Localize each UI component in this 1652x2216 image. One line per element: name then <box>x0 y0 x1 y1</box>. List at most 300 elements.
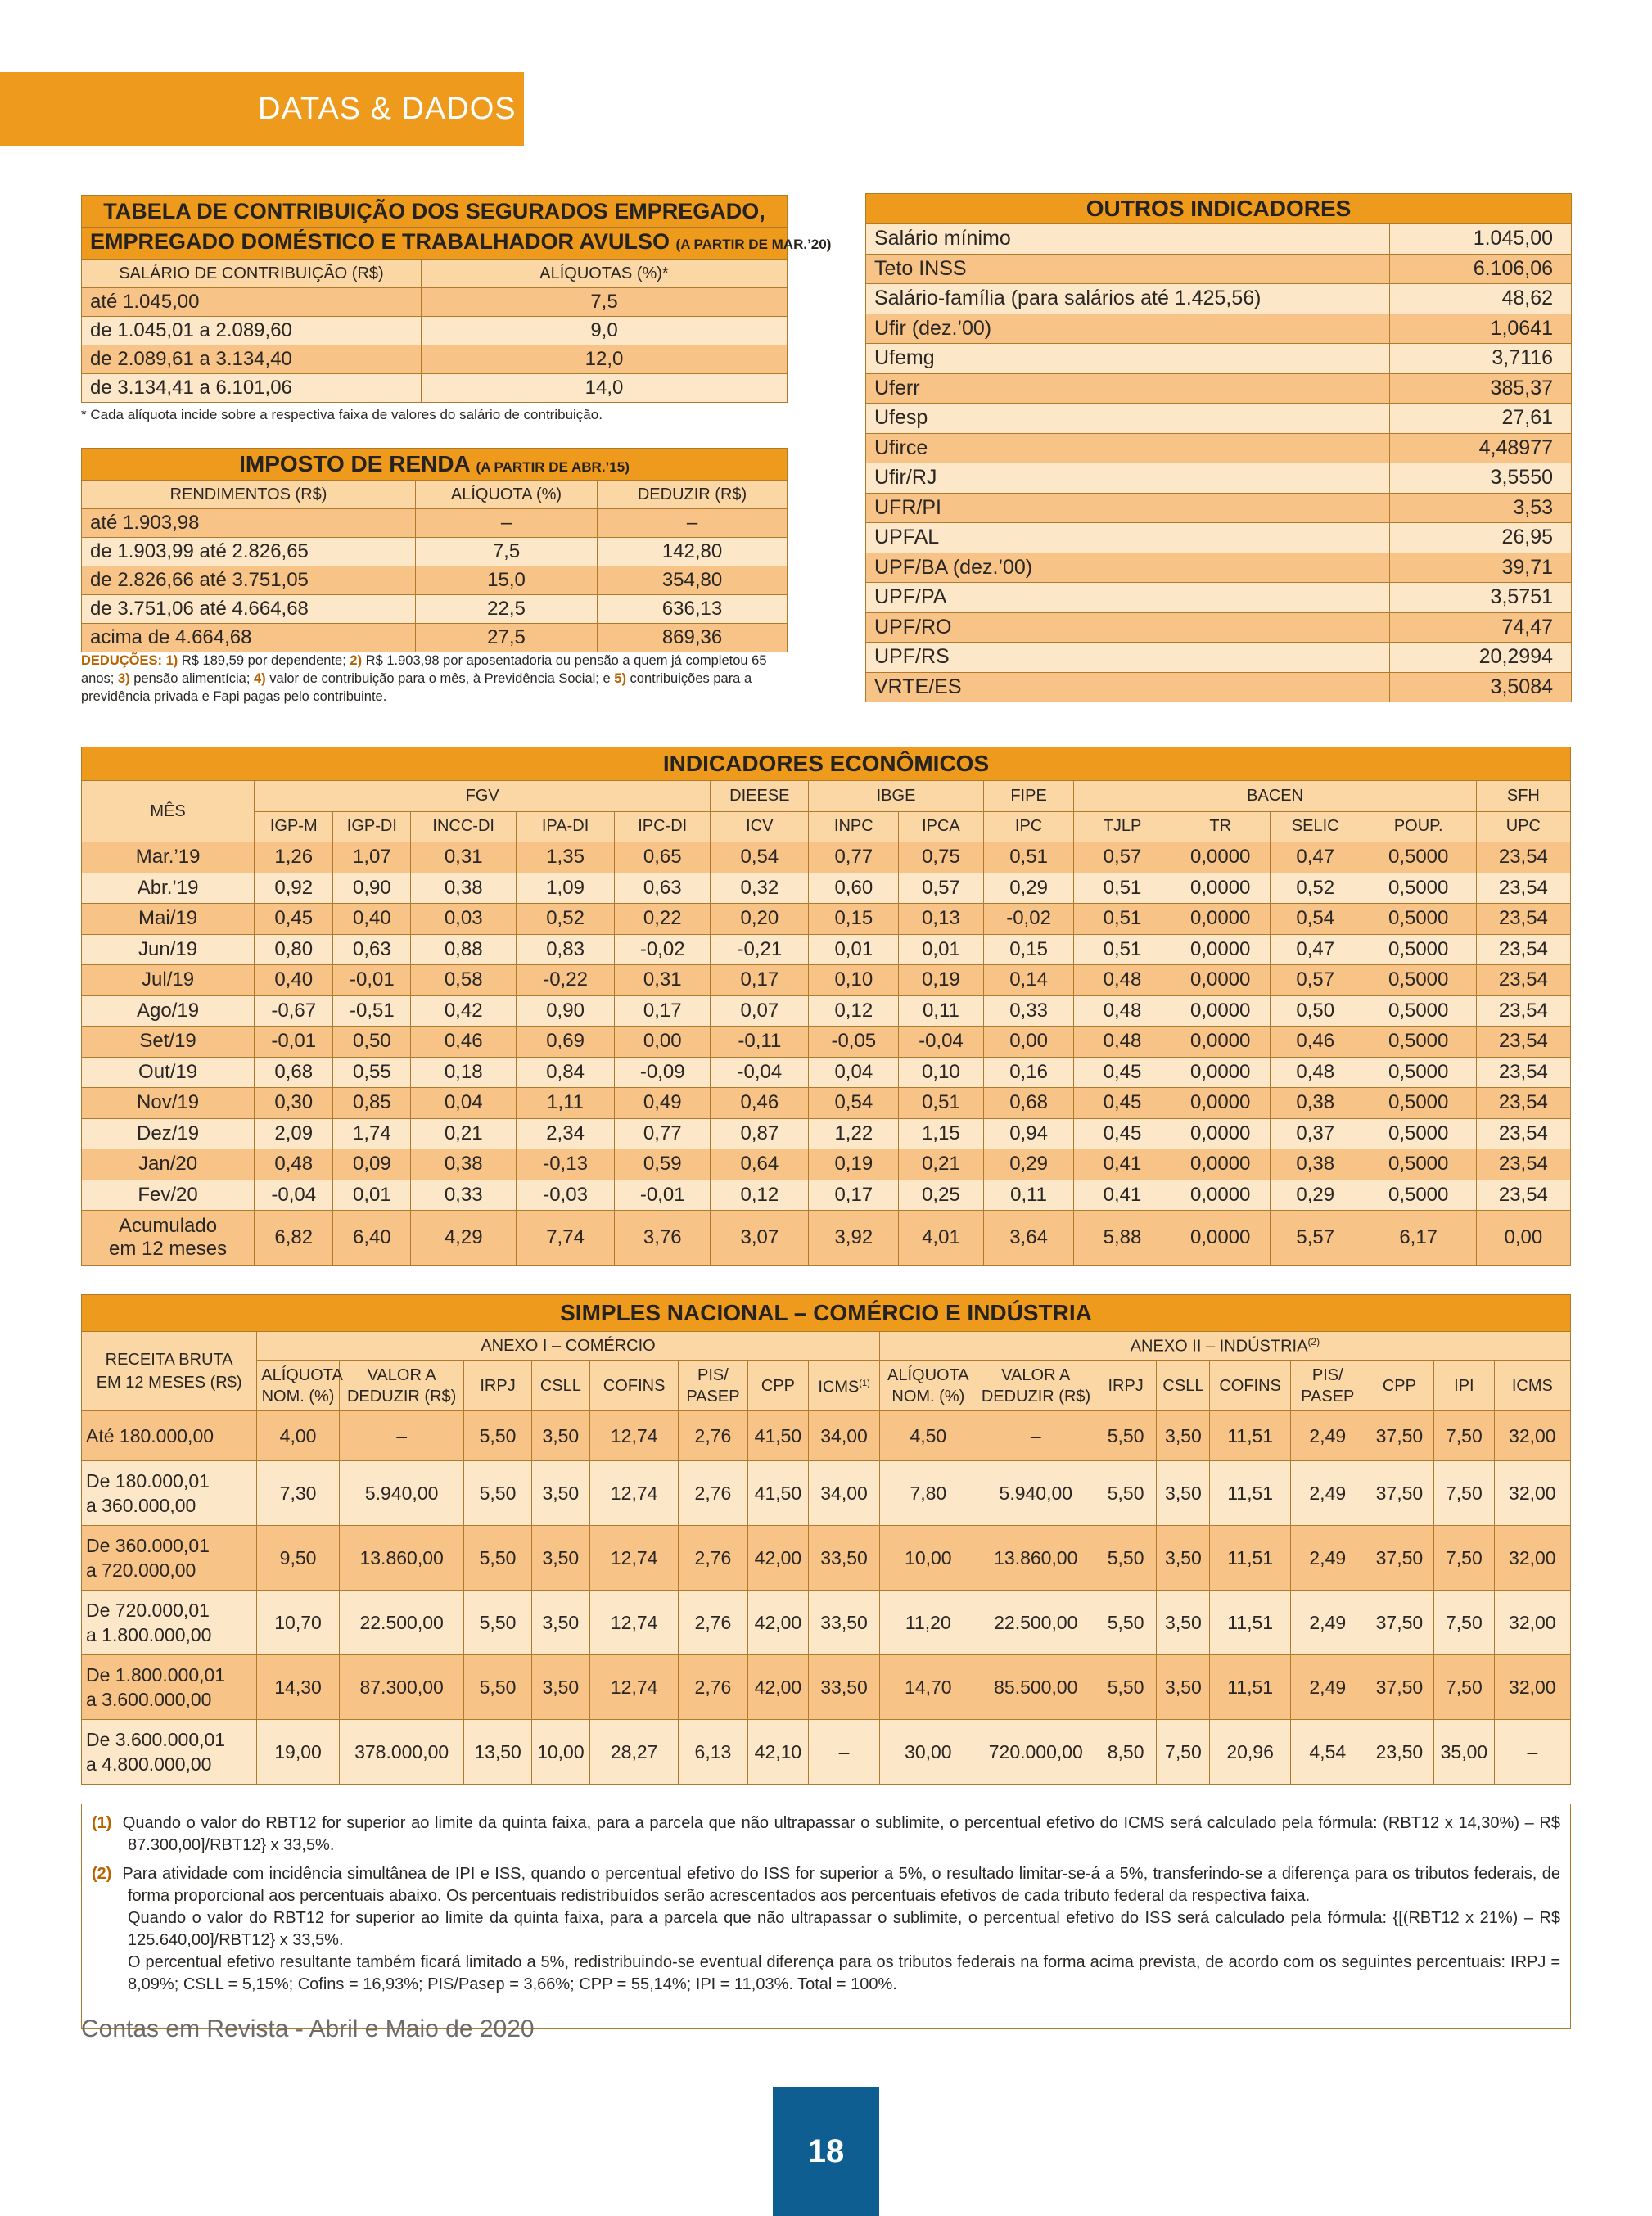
simples-col-cpp: CPP <box>747 1361 809 1411</box>
indicator-value: 39,71 <box>1390 553 1572 583</box>
value-cell: 1,22 <box>809 1118 899 1149</box>
value-cell: 0,37 <box>1270 1118 1361 1149</box>
value-cell: 0,01 <box>333 1180 411 1211</box>
value-cell: 5,50 <box>464 1655 531 1720</box>
table-row <box>82 1180 1571 1211</box>
indicator-value: 6.106,06 <box>1390 254 1572 284</box>
value-cell: 0,33 <box>411 1180 517 1211</box>
econ-col-header: ICV <box>711 811 809 842</box>
month-cell: Mai/19 <box>82 904 255 935</box>
value-cell: 32,00 <box>1494 1461 1570 1526</box>
value-cell: 9,50 <box>257 1526 340 1591</box>
value-cell: 32,00 <box>1494 1526 1570 1591</box>
value-cell: 6,40 <box>333 1211 411 1266</box>
indicator-value: 26,95 <box>1390 523 1572 553</box>
table-row <box>866 254 1572 284</box>
value-cell: 0,40 <box>255 965 333 996</box>
simples-col-cofins: COFINS <box>590 1361 679 1411</box>
table-row: de 2.826,66 até 3.751,05 15,0 354,80 <box>82 566 788 595</box>
value-cell: 34,00 <box>809 1461 880 1526</box>
econ-group-fipe: FIPE <box>983 781 1074 812</box>
income-tax-deductions: DEDUÇÕES: 1) R$ 189,59 por dependente; 2) R$ 1.903,98 por aposentadoria ou pensão a quem já completou 65 anos; 3) pensão alimentícia; 4) valor de contribuição para o mês, à Previdência Social; e 5) contribuições para a previdência privada e Fapi pagas pelo contribuinte. <box>81 653 767 704</box>
value-cell: 0,41 <box>1074 1180 1171 1211</box>
table-row <box>866 612 1572 643</box>
value-cell: 22.500,00 <box>339 1591 464 1655</box>
value-cell: 0,03 <box>411 904 517 935</box>
value-cell: 11,51 <box>1210 1461 1290 1526</box>
value-cell: 0,46 <box>711 1088 809 1119</box>
value-cell: 2,49 <box>1290 1411 1365 1461</box>
value-cell: 0,63 <box>333 934 411 965</box>
value-cell: 11,51 <box>1210 1591 1290 1655</box>
table-row <box>866 404 1572 434</box>
table-row: de 3.134,41 a 6.101,06 14,0 <box>82 374 788 403</box>
value-cell: 0,5000 <box>1361 1118 1476 1149</box>
value-cell: 0,51 <box>899 1088 983 1119</box>
econ-col-header: IPC-DI <box>615 811 711 842</box>
value-cell: 6,13 <box>679 1720 747 1785</box>
table-row <box>866 493 1572 523</box>
value-cell: 12,74 <box>590 1591 679 1655</box>
table-row: de 1.903,99 até 2.826,65 7,5 142,80 <box>82 538 788 566</box>
econ-col-header: INCC-DI <box>411 811 517 842</box>
value-cell: 2,49 <box>1290 1591 1365 1655</box>
value-cell: 4,01 <box>899 1211 983 1266</box>
value-cell: 0,21 <box>411 1118 517 1149</box>
indicator-value: 1.045,00 <box>1390 224 1572 255</box>
simples-col-ipi: IPI <box>1434 1361 1495 1411</box>
value-cell: 4,00 <box>257 1411 340 1461</box>
econ-group-fgv: FGV <box>255 781 711 812</box>
month-cell: Jun/19 <box>82 934 255 965</box>
value-cell: 3,50 <box>531 1461 589 1526</box>
value-cell: 0,04 <box>411 1088 517 1119</box>
value-cell: 0,5000 <box>1361 1088 1476 1119</box>
value-cell: 0,90 <box>516 995 614 1027</box>
table-row <box>866 583 1572 613</box>
value-cell: 7,50 <box>1434 1411 1495 1461</box>
value-cell: 5,57 <box>1270 1211 1361 1266</box>
value-cell: 85.500,00 <box>977 1655 1095 1720</box>
simples-col-irpj: IRPJ <box>464 1361 531 1411</box>
value-cell: -0,51 <box>333 995 411 1027</box>
value-cell: 23,54 <box>1476 842 1570 873</box>
econ-col-header: IGP-M <box>255 811 333 842</box>
other-indicators-title: OUTROS INDICADORES <box>866 194 1572 224</box>
value-cell: 12,74 <box>590 1655 679 1720</box>
value-cell: -0,11 <box>711 1027 809 1058</box>
value-cell: 42,00 <box>747 1526 809 1591</box>
indicator-name: Ufir/RJ <box>866 463 1390 494</box>
value-cell: 37,50 <box>1365 1526 1433 1591</box>
value-cell: – <box>809 1720 880 1785</box>
value-cell: 0,45 <box>1074 1118 1171 1149</box>
value-cell: 0,00 <box>983 1027 1074 1058</box>
simples-col-csll: CSLL <box>531 1361 589 1411</box>
value-cell: 0,17 <box>711 965 809 996</box>
simples-title: SIMPLES NACIONAL – COMÉRCIO E INDÚSTRIA <box>82 1295 1571 1332</box>
value-cell: 1,26 <box>255 842 333 873</box>
footnote-2: (2) Para atividade com incidência simultânea de IPI e ISS, quando o percentual efetivo do ISS for superior a 5%, o resultado limitar-se-á a 5%, transferindo-se a diferença para os tributos federais, de forma proporcional aos percentuais abaixo. Os percentuais redistribuídos serão acrescentados aos percentuais efetivos de cada tributo federal da respectiva faixa. <box>92 1865 1561 1905</box>
value-cell: 2,49 <box>1290 1526 1365 1591</box>
faixa-cell: De 360.000,01 a 720.000,00 <box>82 1526 257 1591</box>
value-cell: 3,50 <box>531 1591 589 1655</box>
value-cell: 6,82 <box>255 1211 333 1266</box>
value-cell: -0,04 <box>899 1027 983 1058</box>
value-cell: -0,05 <box>809 1027 899 1058</box>
value-cell: 0,12 <box>809 995 899 1027</box>
value-cell: 33,50 <box>809 1591 880 1655</box>
value-cell: 0,10 <box>809 965 899 996</box>
simples-col-aliquota: ALÍQUOTA NOM. (%) <box>257 1361 340 1411</box>
table-row <box>82 995 1571 1027</box>
value-cell: 0,48 <box>1074 995 1171 1027</box>
value-cell: 23,54 <box>1476 1088 1570 1119</box>
value-cell: 28,27 <box>590 1720 679 1785</box>
value-cell: 0,0000 <box>1171 1211 1270 1266</box>
value-cell: 0,18 <box>411 1057 517 1088</box>
value-cell: 14,70 <box>879 1655 977 1720</box>
table-row <box>866 433 1572 463</box>
value-cell: 7,50 <box>1434 1461 1495 1526</box>
month-cell: Abr.’19 <box>82 873 255 904</box>
value-cell: -0,13 <box>516 1149 614 1180</box>
value-cell: 2,76 <box>679 1526 747 1591</box>
value-cell: 0,54 <box>1270 904 1361 935</box>
value-cell: 5,88 <box>1074 1211 1171 1266</box>
value-cell: 0,22 <box>615 904 711 935</box>
value-cell: -0,04 <box>711 1057 809 1088</box>
value-cell: -0,09 <box>615 1057 711 1088</box>
value-cell: 7,50 <box>1434 1655 1495 1720</box>
value-cell: 0,16 <box>983 1057 1074 1088</box>
month-cell: Fev/20 <box>82 1180 255 1211</box>
value-cell: 42,10 <box>747 1720 809 1785</box>
table-row <box>82 1655 1571 1720</box>
value-cell: 0,68 <box>255 1057 333 1088</box>
indicator-name: Uferr <box>866 373 1390 404</box>
value-cell: 1,09 <box>516 873 614 904</box>
value-cell: 3,50 <box>1157 1461 1210 1526</box>
value-cell: 3,50 <box>1157 1526 1210 1591</box>
value-cell: 0,04 <box>809 1057 899 1088</box>
value-cell: 0,58 <box>411 965 517 996</box>
value-cell: 1,74 <box>333 1118 411 1149</box>
indicator-name: VRTE/ES <box>866 672 1390 702</box>
value-cell: 10,70 <box>257 1591 340 1655</box>
value-cell: 0,31 <box>411 842 517 873</box>
value-cell: 20,96 <box>1210 1720 1290 1785</box>
value-cell: 0,12 <box>711 1180 809 1211</box>
value-cell: 23,54 <box>1476 1118 1570 1149</box>
indicator-name: Salário mínimo <box>866 224 1390 255</box>
value-cell: 3,07 <box>711 1211 809 1266</box>
section-tab <box>0 72 524 146</box>
value-cell: 0,51 <box>1074 934 1171 965</box>
table-row <box>82 1088 1571 1119</box>
value-cell: 0,57 <box>899 873 983 904</box>
value-cell: – <box>1494 1720 1570 1785</box>
section-title: DATAS & DADOS <box>258 91 517 126</box>
econ-col-header: IPC <box>983 811 1074 842</box>
value-cell: 0,85 <box>333 1088 411 1119</box>
table-row <box>866 314 1572 344</box>
value-cell: 37,50 <box>1365 1461 1433 1526</box>
value-cell: 0,51 <box>983 842 1074 873</box>
value-cell: 37,50 <box>1365 1655 1433 1720</box>
table-row <box>866 224 1572 255</box>
indicator-value: 27,61 <box>1390 404 1572 434</box>
indicator-value: 3,5084 <box>1390 672 1572 702</box>
contribution-note: * Cada alíquota incide sobre a respectiva faixa de valores do salário de contribuição. <box>81 407 603 422</box>
value-cell: 0,5000 <box>1361 873 1476 904</box>
value-cell: 0,57 <box>1270 965 1361 996</box>
table-row <box>866 373 1572 404</box>
simples-col-valor: VALOR A DEDUZIR (R$) <box>977 1361 1095 1411</box>
value-cell: 0,88 <box>411 934 517 965</box>
value-cell: 0,5000 <box>1361 904 1476 935</box>
table-row <box>866 643 1572 673</box>
value-cell: 0,17 <box>809 1180 899 1211</box>
indicator-value: 4,48977 <box>1390 433 1572 463</box>
value-cell: 5,50 <box>1095 1526 1157 1591</box>
value-cell: 0,48 <box>1270 1057 1361 1088</box>
income-tax-title: IMPOSTO DE RENDA (A PARTIR DE ABR.’15) <box>82 449 788 481</box>
value-cell: -0,01 <box>255 1027 333 1058</box>
value-cell: 1,15 <box>899 1118 983 1149</box>
value-cell: -0,01 <box>333 965 411 996</box>
econ-col-header: POUP. <box>1361 811 1476 842</box>
econ-col-mes: MÊS <box>82 781 255 842</box>
simples-col-pis: PIS/ PASEP <box>1290 1361 1365 1411</box>
value-cell: – <box>977 1411 1095 1461</box>
indicator-name: Salário-família (para salários até 1.425,56) <box>866 284 1390 314</box>
value-cell: 13.860,00 <box>339 1526 464 1591</box>
value-cell: 0,40 <box>333 904 411 935</box>
econ-group-ibge: IBGE <box>809 781 983 812</box>
value-cell: 0,51 <box>1074 904 1171 935</box>
value-cell: 3,50 <box>531 1411 589 1461</box>
value-cell: 3,50 <box>531 1526 589 1591</box>
value-cell: 23,54 <box>1476 995 1570 1027</box>
month-cell: Out/19 <box>82 1057 255 1088</box>
value-cell: 0,84 <box>516 1057 614 1088</box>
value-cell: 0,64 <box>711 1149 809 1180</box>
simples-col-pis: PIS/ PASEP <box>679 1361 747 1411</box>
value-cell: 11,20 <box>879 1591 977 1655</box>
value-cell: 12,74 <box>590 1411 679 1461</box>
value-cell: 0,46 <box>411 1027 517 1058</box>
value-cell: 0,87 <box>711 1118 809 1149</box>
month-cell: Dez/19 <box>82 1118 255 1149</box>
value-cell: 0,0000 <box>1171 1149 1270 1180</box>
value-cell: 0,5000 <box>1361 842 1476 873</box>
value-cell: 0,45 <box>255 904 333 935</box>
indicator-value: 3,5550 <box>1390 463 1572 494</box>
simples-col-valor: VALOR A DEDUZIR (R$) <box>339 1361 464 1411</box>
value-cell: 0,52 <box>516 904 614 935</box>
table-row <box>82 1720 1571 1785</box>
month-cell: Ago/19 <box>82 995 255 1027</box>
income-tax-col-aliquota: ALÍQUOTA (%) <box>416 481 598 509</box>
value-cell: 0,13 <box>899 904 983 935</box>
simples-col-cpp: CPP <box>1365 1361 1433 1411</box>
value-cell: 0,25 <box>899 1180 983 1211</box>
simples-group-anexo1: ANEXO I – COMÉRCIO <box>257 1332 880 1361</box>
table-row <box>866 672 1572 702</box>
table-row-acumulado <box>82 1211 1571 1266</box>
table-row <box>82 1149 1571 1180</box>
table-row <box>866 553 1572 583</box>
value-cell: 0,19 <box>899 965 983 996</box>
value-cell: 3,64 <box>983 1211 1074 1266</box>
table-row <box>82 934 1571 965</box>
simples-col-csll: CSLL <box>1157 1361 1210 1411</box>
table-row <box>82 1027 1571 1058</box>
income-tax-col-rendimentos: RENDIMENTOS (R$) <box>82 481 416 509</box>
value-cell: 1,07 <box>333 842 411 873</box>
value-cell: 0,0000 <box>1171 1118 1270 1149</box>
contribution-col-salario: SALÁRIO DE CONTRIBUIÇÃO (R$) <box>82 260 422 288</box>
value-cell: 0,54 <box>711 842 809 873</box>
indicator-value: 74,47 <box>1390 612 1572 643</box>
faixa-cell: De 180.000,01 a 360.000,00 <box>82 1461 257 1526</box>
value-cell: 23,54 <box>1476 904 1570 935</box>
table-row <box>82 904 1571 935</box>
table-row <box>82 1591 1571 1655</box>
value-cell: 23,54 <box>1476 1149 1570 1180</box>
value-cell: 4,54 <box>1290 1720 1365 1785</box>
value-cell: 0,77 <box>809 842 899 873</box>
value-cell: 0,46 <box>1270 1027 1361 1058</box>
footnote-2-formula: Quando o valor do RBT12 for superior ao limite da quinta faixa, para a parcela que não ultrapassar o sublimite, o percentual efetivo do ISS será calculado pela fórmula: {[(RBT12 x 21%) – R$ 125.640,00]/RBT12} x 33,5%. <box>128 1909 1560 1949</box>
value-cell: 1,11 <box>516 1088 614 1119</box>
value-cell: 0,83 <box>516 934 614 965</box>
value-cell: 32,00 <box>1494 1655 1570 1720</box>
value-cell: 0,0000 <box>1171 995 1270 1027</box>
value-cell: 0,15 <box>809 904 899 935</box>
value-cell: 0,11 <box>983 1180 1074 1211</box>
value-cell: 0,0000 <box>1171 1057 1270 1088</box>
value-cell: 0,0000 <box>1171 1027 1270 1058</box>
value-cell: 23,54 <box>1476 873 1570 904</box>
table-row <box>82 873 1571 904</box>
economic-indicators-title: INDICADORES ECONÔMICOS <box>82 747 1571 781</box>
value-cell: 0,31 <box>615 965 711 996</box>
value-cell: 0,30 <box>255 1088 333 1119</box>
value-cell: 3,92 <box>809 1211 899 1266</box>
value-cell: 5,50 <box>1095 1591 1157 1655</box>
value-cell: 0,20 <box>711 904 809 935</box>
value-cell: 0,47 <box>1270 934 1361 965</box>
contribution-col-aliquota: ALÍQUOTAS (%)* <box>422 260 788 288</box>
value-cell: 0,63 <box>615 873 711 904</box>
value-cell: 3,76 <box>615 1211 711 1266</box>
value-cell: 3,50 <box>1157 1655 1210 1720</box>
value-cell: 0,0000 <box>1171 1180 1270 1211</box>
econ-col-header: TJLP <box>1074 811 1171 842</box>
table-row <box>866 523 1572 553</box>
indicator-name: UPFAL <box>866 523 1390 553</box>
indicator-name: Ufirce <box>866 433 1390 463</box>
table-row <box>82 1057 1571 1088</box>
value-cell: 5,50 <box>464 1526 531 1591</box>
value-cell: 0,92 <box>255 873 333 904</box>
value-cell: -0,67 <box>255 995 333 1027</box>
econ-group-bacen: BACEN <box>1074 781 1476 812</box>
value-cell: 0,38 <box>411 1149 517 1180</box>
value-cell: 0,0000 <box>1171 842 1270 873</box>
value-cell: 0,33 <box>983 995 1074 1027</box>
value-cell: 0,32 <box>711 873 809 904</box>
table-row: de 1.045,01 a 2.089,60 9,0 <box>82 317 788 345</box>
value-cell: 0,75 <box>899 842 983 873</box>
value-cell: 0,0000 <box>1171 1088 1270 1119</box>
contribution-title-line2: EMPREGADO DOMÉSTICO E TRABALHADOR AVULSO (A PARTIR DE MAR.’20) <box>82 228 788 260</box>
value-cell: 6,17 <box>1361 1211 1476 1266</box>
value-cell: 7,50 <box>1157 1720 1210 1785</box>
value-cell: -0,02 <box>615 934 711 965</box>
econ-group-dieese: DIEESE <box>711 781 809 812</box>
value-cell: 10,00 <box>879 1526 977 1591</box>
value-cell: 0,48 <box>1074 1027 1171 1058</box>
value-cell: 23,54 <box>1476 1027 1570 1058</box>
value-cell: 11,51 <box>1210 1411 1290 1461</box>
table-row <box>82 965 1571 996</box>
value-cell: 12,74 <box>590 1461 679 1526</box>
value-cell: 4,50 <box>879 1411 977 1461</box>
value-cell: 5,50 <box>464 1411 531 1461</box>
value-cell: 0,5000 <box>1361 1149 1476 1180</box>
simples-col-icms: ICMS$^{(1)}$ <box>809 1361 880 1411</box>
value-cell: 0,01 <box>899 934 983 965</box>
value-cell: 5,50 <box>464 1591 531 1655</box>
indicator-value: 48,62 <box>1390 284 1572 314</box>
simples-col-irpj: IRPJ <box>1095 1361 1157 1411</box>
month-cell: Set/19 <box>82 1027 255 1058</box>
indicator-name: UPF/PA <box>866 583 1390 613</box>
value-cell: 0,57 <box>1074 842 1171 873</box>
economic-indicators-table <box>81 747 1571 1266</box>
value-cell: 0,48 <box>255 1149 333 1180</box>
value-cell: 0,68 <box>983 1088 1074 1119</box>
econ-col-header: UPC <box>1476 811 1570 842</box>
value-cell: 13.860,00 <box>977 1526 1095 1591</box>
value-cell: 5.940,00 <box>339 1461 464 1526</box>
value-cell: 0,10 <box>899 1057 983 1088</box>
value-cell: 37,50 <box>1365 1591 1433 1655</box>
value-cell: 0,55 <box>333 1057 411 1088</box>
value-cell: 0,5000 <box>1361 995 1476 1027</box>
value-cell: 0,0000 <box>1171 965 1270 996</box>
value-cell: 7,50 <box>1434 1526 1495 1591</box>
value-cell: 7,74 <box>516 1211 614 1266</box>
table-row: de 2.089,61 a 3.134,40 12,0 <box>82 345 788 374</box>
value-cell: 30,00 <box>879 1720 977 1785</box>
value-cell: 7,80 <box>879 1461 977 1526</box>
income-tax-table <box>81 448 788 652</box>
value-cell: 0,21 <box>899 1149 983 1180</box>
table-row <box>82 1526 1571 1591</box>
value-cell: 7,50 <box>1434 1591 1495 1655</box>
value-cell: 0,77 <box>615 1118 711 1149</box>
faixa-cell: De 3.600.000,01 a 4.800.000,00 <box>82 1720 257 1785</box>
econ-col-header: SELIC <box>1270 811 1361 842</box>
month-cell: Jul/19 <box>82 965 255 996</box>
value-cell: -0,01 <box>615 1180 711 1211</box>
table-row <box>866 463 1572 494</box>
value-cell: 32,00 <box>1494 1411 1570 1461</box>
